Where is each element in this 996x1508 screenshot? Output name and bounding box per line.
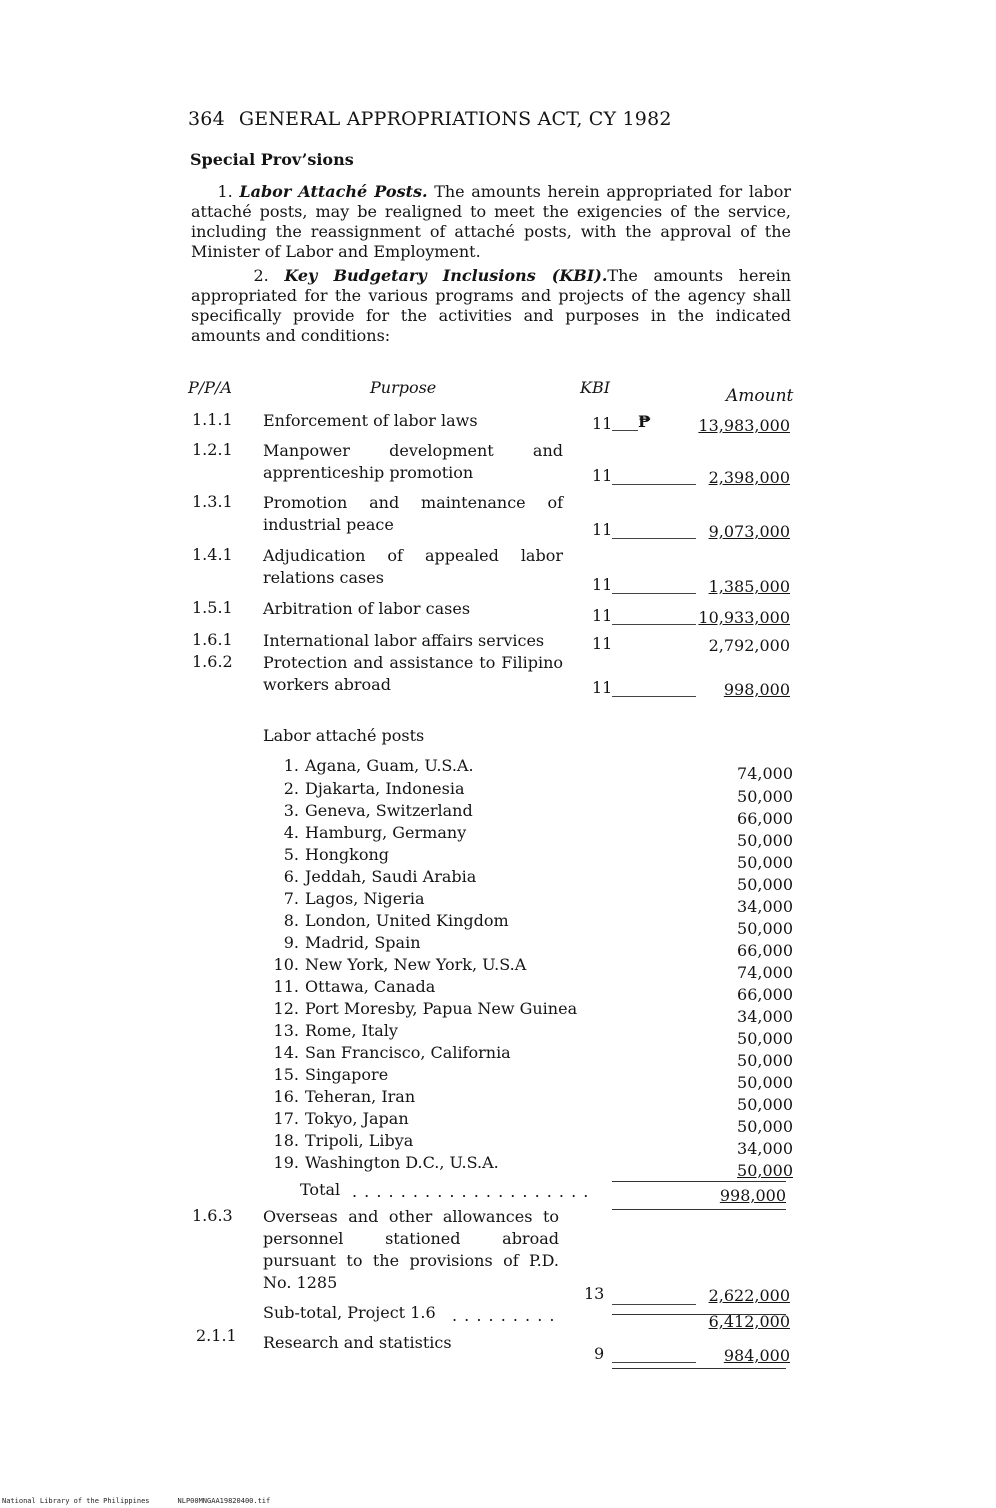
- row-amount: 13,983,000: [698, 416, 790, 435]
- leader-line: [612, 470, 696, 485]
- row-amount: 984,000: [723, 1346, 790, 1365]
- post-name: Rome, Italy: [305, 1021, 398, 1040]
- row-kbi: 11: [592, 606, 613, 625]
- column-header-ppa: P/P/A: [188, 378, 232, 397]
- post-name: Tokyo, Japan: [305, 1109, 409, 1128]
- list-item: [263, 955, 793, 982]
- total-amount: 998,000: [719, 1186, 786, 1205]
- post-amount: 74,000: [737, 963, 793, 982]
- row-code: 1.6.1: [192, 630, 233, 649]
- row-amount: 1,385,000: [708, 577, 790, 596]
- list-item: [263, 845, 793, 872]
- post-number: 17.: [273, 1109, 299, 1128]
- row-amount: 2,792,000: [708, 636, 790, 655]
- leader-line: [612, 610, 696, 625]
- list-item: [263, 911, 793, 938]
- post-name: London, United Kingdom: [305, 911, 509, 930]
- column-header-purpose: Purpose: [370, 378, 437, 397]
- page-number: 364: [188, 108, 225, 130]
- row-code: 1.4.1: [192, 545, 233, 564]
- post-number: 19.: [273, 1153, 299, 1172]
- post-amount: 74,000: [737, 764, 793, 783]
- subtotal-rule: [612, 1314, 786, 1315]
- provision-1-text: The amounts herein appropriated for labor attaché posts, may be realigned to meet the exigencies of the service, including the reassignment of attaché posts, with the approval of the Minister of Labor and Employment.: [191, 182, 791, 261]
- list-item: [263, 1043, 793, 1070]
- post-number: 12.: [273, 999, 299, 1018]
- list-item: [263, 933, 793, 960]
- post-name: Hongkong: [305, 845, 390, 864]
- post-amount: 50,000: [737, 1051, 793, 1070]
- post-amount: 34,000: [737, 1007, 793, 1026]
- row-purpose: Overseas and other allowances to personnel stationed abroad pursuant to the provisions of P.D. No. 1285: [263, 1207, 559, 1292]
- row-kbi: 11: [592, 575, 613, 594]
- list-item: [263, 889, 793, 916]
- post-amount: 50,000: [737, 1095, 793, 1114]
- post-amount: 50,000: [737, 875, 793, 894]
- post-name: Agana, Guam, U.S.A.: [305, 756, 474, 775]
- leader-line: [612, 579, 696, 594]
- total-double-rule: [612, 1209, 786, 1210]
- provision-1-number: 1.: [217, 182, 233, 201]
- leader-line: [612, 416, 638, 431]
- post-number: 5.: [283, 845, 299, 864]
- post-amount: 50,000: [737, 831, 793, 850]
- row-kbi: 11: [592, 678, 613, 697]
- labor-attache-posts-title: Labor attaché posts: [263, 726, 425, 745]
- provision-2-number: 2.: [253, 266, 269, 285]
- row-kbi: 13: [584, 1284, 605, 1303]
- row-code: 1.2.1: [192, 440, 233, 459]
- row-kbi: 11: [592, 466, 613, 485]
- post-amount: 66,000: [737, 809, 793, 828]
- post-number: 18.: [273, 1131, 299, 1150]
- list-item: [263, 823, 793, 850]
- post-number: 3.: [283, 801, 299, 820]
- leader-line: [612, 524, 696, 539]
- post-name: Port Moresby, Papua New Guinea: [305, 999, 578, 1018]
- row-purpose: Enforcement of labor laws: [263, 411, 478, 430]
- list-item: [263, 867, 793, 894]
- post-number: 10.: [273, 955, 299, 974]
- row-purpose: Manpower development and apprenticeship promotion: [263, 441, 563, 482]
- column-header-kbi: KBI: [580, 378, 611, 397]
- post-name: New York, New York, U.S.A: [305, 955, 527, 974]
- peso-sign: ₱: [638, 412, 651, 431]
- post-name: Tripoli, Libya: [305, 1131, 414, 1150]
- leader-line: [612, 1348, 696, 1363]
- row-kbi: 11: [592, 414, 613, 433]
- post-name: San Francisco, California: [305, 1043, 511, 1062]
- row-code: 1.1.1: [192, 410, 233, 429]
- row-amount: 10,933,000: [698, 608, 790, 627]
- post-name: Madrid, Spain: [305, 933, 421, 952]
- post-amount: 50,000: [737, 1073, 793, 1092]
- total-dots: . . . . . . . . . . . . . . . . . . . .: [352, 1182, 590, 1201]
- post-name: Geneva, Switzerland: [305, 801, 473, 820]
- post-amount: 50,000: [737, 919, 793, 938]
- list-item: [263, 1087, 793, 1114]
- post-number: 16.: [273, 1087, 299, 1106]
- row-code: 1.3.1: [192, 492, 233, 511]
- list-item: [263, 977, 793, 1004]
- post-number: 15.: [273, 1065, 299, 1084]
- final-rule: [612, 1368, 786, 1369]
- post-amount: 34,000: [737, 1139, 793, 1158]
- post-name: Singapore: [305, 1065, 389, 1084]
- post-amount: 50,000: [737, 1029, 793, 1048]
- post-amount: 34,000: [737, 897, 793, 916]
- scan-footer: [2, 1497, 298, 1505]
- total-rule: [612, 1181, 786, 1182]
- row-purpose: International labor affairs services: [263, 631, 545, 650]
- provision-2-heading: Key Budgetary Inclusions (KBI).: [284, 266, 608, 285]
- post-name: Teheran, Iran: [305, 1087, 416, 1106]
- row-purpose: Arbitration of labor cases: [263, 599, 471, 618]
- row-amount: 2,398,000: [708, 468, 790, 487]
- row-amount: 9,073,000: [708, 522, 790, 541]
- post-amount: 50,000: [737, 1117, 793, 1136]
- row-kbi: 11: [592, 520, 613, 539]
- subtotal-dots: . . . . . . . . .: [452, 1306, 556, 1325]
- post-number: 6.: [283, 867, 299, 886]
- post-name: Lagos, Nigeria: [305, 889, 425, 908]
- list-item: [263, 1131, 793, 1158]
- post-name: Jeddah, Saudi Arabia: [305, 867, 477, 886]
- subtotal-amount: 6,412,000: [708, 1312, 790, 1331]
- provision-1: [191, 182, 791, 262]
- post-number: 9.: [283, 933, 299, 952]
- list-item: [263, 1065, 793, 1092]
- total-label: Total: [300, 1180, 341, 1199]
- row-kbi: 9: [594, 1344, 605, 1363]
- post-number: 8.: [283, 911, 299, 930]
- post-name: Djakarta, Indonesia: [305, 779, 465, 798]
- provision-1-heading: Labor Attaché Posts.: [239, 182, 428, 201]
- post-number: 2.: [283, 779, 299, 798]
- post-amount: 66,000: [737, 941, 793, 960]
- post-name: Hamburg, Germany: [305, 823, 467, 842]
- post-number: 14.: [273, 1043, 299, 1062]
- row-purpose: Protection and assistance to Filipino workers abroad: [263, 653, 563, 694]
- row-amount: 2,622,000: [708, 1286, 790, 1305]
- column-header-amount: Amount: [726, 386, 794, 406]
- row-code: 1.6.2: [192, 652, 233, 671]
- post-name: Washington D.C., U.S.A.: [305, 1153, 499, 1172]
- list-item: [263, 999, 793, 1026]
- row-amount: 998,000: [723, 680, 790, 699]
- leader-line: [612, 1290, 696, 1305]
- list-item: [263, 1153, 793, 1180]
- list-item: [263, 756, 793, 783]
- post-number: 13.: [273, 1021, 299, 1040]
- file-name: NLP00MNGAA19820400.tif: [177, 1497, 271, 1505]
- page-header: [188, 108, 672, 130]
- list-item: [263, 1021, 793, 1048]
- post-name: Ottawa, Canada: [305, 977, 436, 996]
- post-amount: 50,000: [737, 1161, 793, 1180]
- post-number: 4.: [283, 823, 299, 842]
- provision-2: [191, 266, 791, 346]
- post-number: 7.: [283, 889, 299, 908]
- row-code: 1.6.3: [192, 1206, 233, 1225]
- list-item: [263, 779, 793, 806]
- provision-2-text: The amounts herein appropriated for the various programs and projects of the agency shall specifically provide for the activities and purposes in the indicated amounts and conditions:: [191, 266, 791, 345]
- post-number: 11.: [273, 977, 299, 996]
- row-purpose: Adjudication of appealed labor relations cases: [263, 546, 563, 587]
- act-title: GENERAL APPROPRIATIONS ACT, CY 1982: [238, 108, 672, 130]
- library-name: National Library of the Philippines: [2, 1497, 150, 1505]
- list-item: [263, 801, 793, 828]
- post-number: 1.: [283, 756, 299, 775]
- post-amount: 50,000: [737, 853, 793, 872]
- post-amount: 66,000: [737, 985, 793, 1004]
- post-amount: 50,000: [737, 787, 793, 806]
- row-purpose: Promotion and maintenance of industrial peace: [263, 493, 563, 534]
- row-purpose: Research and statistics: [263, 1333, 452, 1352]
- row-code: 1.5.1: [192, 598, 233, 617]
- row-kbi: 11: [592, 634, 613, 653]
- row-code: 2.1.1: [196, 1326, 237, 1345]
- list-item: [263, 1109, 793, 1136]
- special-provisions-title: Special Prov’sions: [190, 150, 354, 169]
- subtotal-label: Sub-total, Project 1.6: [263, 1303, 436, 1322]
- leader-line: [612, 682, 696, 697]
